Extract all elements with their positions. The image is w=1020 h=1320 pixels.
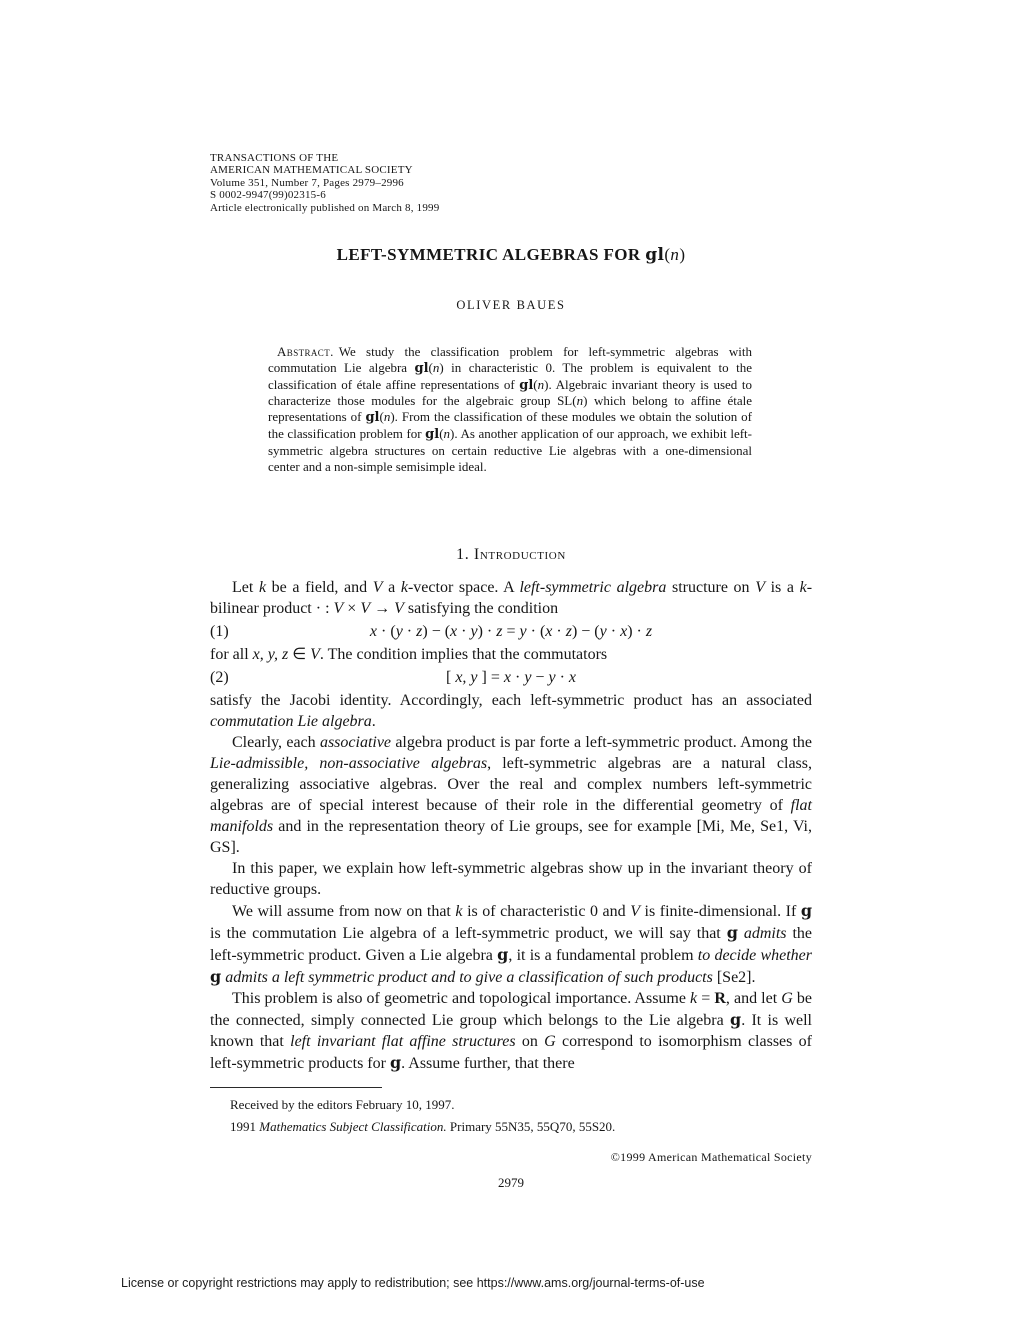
- masthead-line-4: S 0002-9947(99)02315-6: [210, 189, 326, 202]
- equation-body: [ x, y ] = x · y − y · x: [445, 669, 576, 686]
- abstract-block: [268, 344, 752, 474]
- paragraph: This problem is also of geometric and topological importance. Assume k = R, and let G be the connected, simply connected Lie group which belongs to the Lie algebra g. It is well known that left invariant flat affine structures on G correspond to isomorphism classes of left-symmetric products for g. Assume further, that there: [210, 990, 812, 1072]
- masthead-line-2: AMERICAN MATHEMATICAL SOCIETY: [210, 164, 413, 177]
- abstract-text: We study the classification problem for left-symmetric algebras with commutation Lie algebra gl(n) in characteristic 0. The problem is equivalent to the classification of étale affine representations of gl(n). Algebraic invariant theory is used to characterize those modules for the algebraic group SL(n) which belong to affine étale representations of gl(n). From the classification of these modules we obtain the solution of the classification problem for gl(n). As another application of our approach, we exhibit left-symmetric algebra structures on certain reductive Lie algebras with a one-dimensional center and a non-simple semisimple ideal.: [268, 344, 752, 474]
- equation: [210, 621, 812, 642]
- paragraph: We will assume from now on that k is of characteristic 0 and V is finite-dimensional. If g is the commutation Lie algebra of a left-symmetric product, we will say that g admits the left-symmetric product. Given a Lie algebra g, it is a fundamental problem to decide whether g admits a left symmetric product and to give a classification of such products [Se2].: [210, 901, 813, 986]
- paragraph: In this paper, we explain how left-symmetric algebras show up in the invariant theory of reductive groups.: [210, 860, 812, 898]
- journal-masthead: [210, 152, 812, 214]
- article-body: [210, 546, 812, 1074]
- article-title: LEFT-SYMMETRIC ALGEBRAS FOR gl(n): [336, 245, 686, 265]
- masthead-line-1: TRANSACTIONS OF THE: [210, 152, 339, 164]
- paragraph: satisfy the Jacobi identity. Accordingly, each left-symmetric product has an associated commutation Lie algebra.: [210, 692, 812, 730]
- copyright-notice: ©1999 American Mathematical Society: [610, 1150, 812, 1164]
- section-heading: 1. Introduction: [456, 546, 566, 563]
- equation: [210, 667, 812, 688]
- footnote-received: Received by the editors February 10, 1997.: [230, 1097, 455, 1112]
- paragraph: for all x, y, z ∈ V. The condition implies that the commutators: [210, 646, 608, 663]
- footnote-rule: [210, 1087, 382, 1088]
- equation-body: x · (y · z) − (x · y) · z = y · (x · z) − (y · x) · z: [369, 623, 653, 640]
- paragraph: Clearly, each associative algebra product is par forte a left-symmetric product. Among the Lie-admissible, non-associative algebras, left-symmetric algebras are a natural class, generalizing associative algebras. Over the real and complex numbers left-symmetric algebras are of special interest because of their role in the differential geometry of flat manifolds and in the representation theory of Lie groups, see for example [Mi, Me, Se1, Vi, GS].: [210, 734, 813, 856]
- page-number: 2979: [498, 1175, 524, 1190]
- footnote-block: [210, 1087, 812, 1141]
- license-notice: License or copyright restrictions may apply to redistribution; see https://www.ams.org/journal-terms-of-use: [121, 1276, 705, 1290]
- masthead-line-5: Article electronically published on March 8, 1999: [210, 201, 440, 214]
- equation-tag: (2): [210, 669, 229, 686]
- equation-tag: (1): [210, 623, 229, 640]
- body-blocks: [210, 577, 812, 1074]
- article-author: OLIVER BAUES: [456, 298, 566, 312]
- abstract-label: Abstract.: [277, 344, 334, 359]
- paragraph: Let k be a field, and V a k-vector space. A left-symmetric algebra structure on V is a k-bilinear product · : V × V → V satisfying the condition: [210, 579, 813, 617]
- footnote-msc: 1991 Mathematics Subject Classification. Primary 55N35, 55Q70, 55S20.: [230, 1119, 616, 1134]
- masthead-line-3: Volume 351, Number 7, Pages 2979–2996: [210, 176, 404, 189]
